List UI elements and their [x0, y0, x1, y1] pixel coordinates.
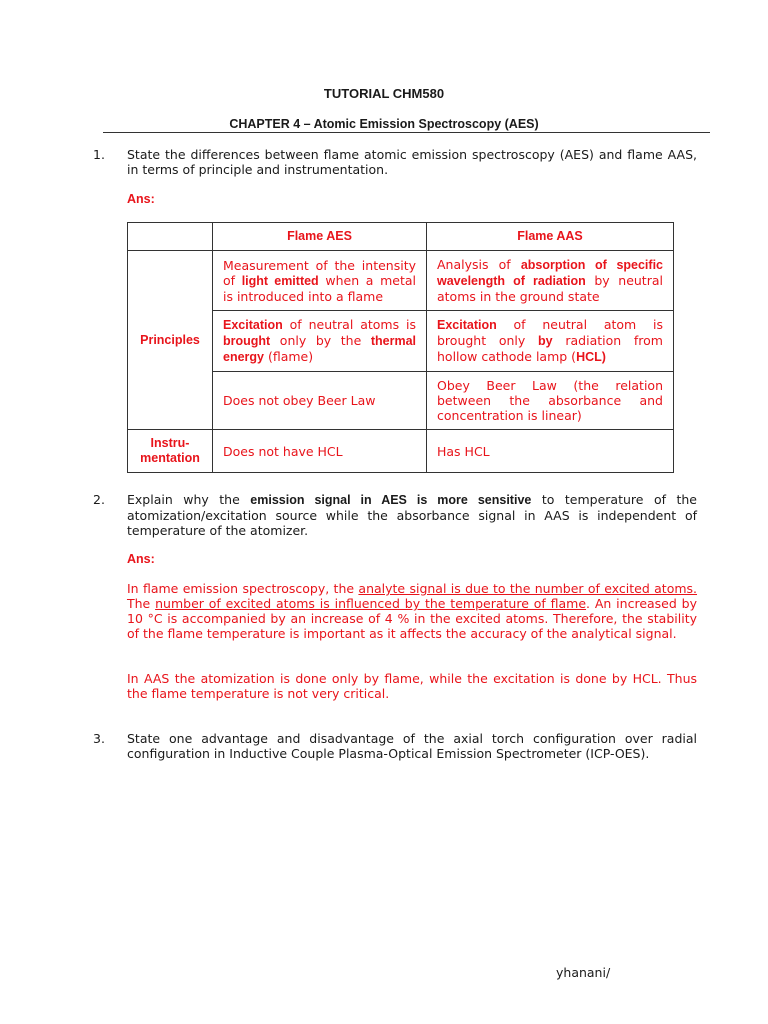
- cell-aas-principle-1: Analysis of absorption of specific wavelength of radiation by neutral atoms in the ground state: [427, 251, 674, 311]
- footer-author: yhanani/: [556, 965, 611, 980]
- question-2-number: 2.: [93, 492, 105, 507]
- table-row: [128, 251, 674, 311]
- column-header-flame-aes: Flame AES: [213, 223, 427, 251]
- chapter-heading: CHAPTER 4 – Atomic Emission Spectroscopy (AES): [229, 117, 539, 131]
- heading-divider: [103, 132, 710, 133]
- question-2-answer-label: Ans:: [127, 552, 155, 566]
- question-1-answer-label: Ans:: [127, 192, 155, 206]
- row-header-instrumentation: Instru- mentation: [128, 430, 213, 473]
- document-title: TUTORIAL CHM580: [323, 86, 445, 101]
- cell-aas-beer-law: Obey Beer Law (the relation between the absorbance and concentration is linear): [427, 372, 674, 430]
- cell-aes-principle-2: Excitation of neutral atoms is brought only by the thermal energy (flame): [213, 311, 427, 372]
- cell-aes-hcl: Does not have HCL: [213, 430, 427, 473]
- cell-aas-principle-2: Excitation of neutral atom is brought only by radiation from hollow cathode lamp (HCL): [427, 311, 674, 372]
- question-2-answer-paragraph-2: In AAS the atomization is done only by flame, while the excitation is done by HCL. Thus the flame temperature is not very critical.: [127, 671, 697, 701]
- question-1-number: 1.: [93, 147, 105, 162]
- question-1-text: State the differences between flame atomic emission spectroscopy (AES) and flame AAS, in terms of principle and instrumentation.: [127, 147, 697, 177]
- column-header-flame-aas: Flame AAS: [427, 223, 674, 251]
- table-corner-cell: [128, 223, 213, 251]
- cell-aas-hcl: Has HCL: [427, 430, 674, 473]
- question-2-answer-paragraph-1: In flame emission spectroscopy, the analyte signal is due to the number of excited atoms. The number of excited atoms is influenced by the temperature of flame. An increased by 10 °C is accompanied by an increase of 4 % in the excited atoms. Therefore, the stability of the flame temperature is important as it affects the accuracy of the analytical signal.: [127, 581, 698, 641]
- question-3-number: 3.: [93, 731, 105, 746]
- comparison-table: [127, 222, 674, 473]
- cell-aes-principle-1: Measurement of the intensity of light emitted when a metal is introduced into a flame: [213, 251, 427, 311]
- table-header-row: [128, 223, 674, 251]
- table-row: [128, 430, 674, 473]
- cell-aes-beer-law: Does not obey Beer Law: [213, 372, 427, 430]
- question-3-text: State one advantage and disadvantage of the axial torch configuration over radial configuration in Inductive Couple Plasma-Optical Emission Spectrometer (ICP-OES).: [127, 731, 697, 761]
- question-2-text: Explain why the emission signal in AES is more sensitive to temperature of the atomization/excitation source while the absorbance signal in AAS is independent of temperature of the atomizer.: [127, 492, 697, 538]
- row-header-principles: Principles: [128, 251, 213, 430]
